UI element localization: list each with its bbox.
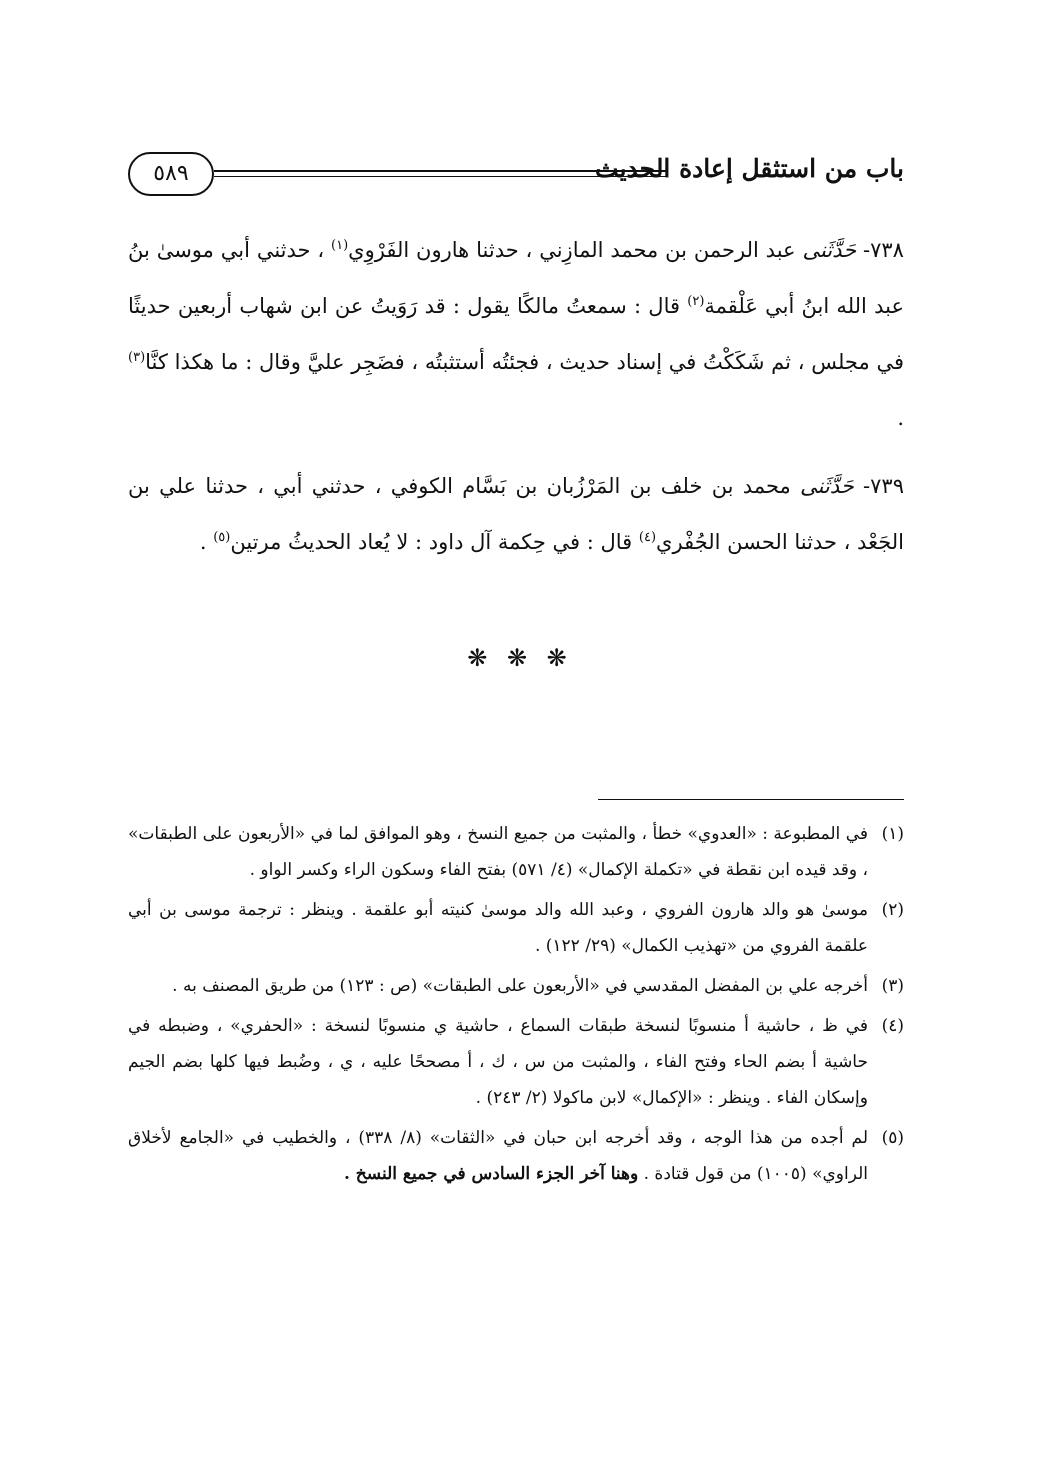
footnote-ref[interactable]: (١) xyxy=(331,238,349,253)
sentence-end: . xyxy=(199,530,207,554)
footnote-text: في المطبوعة : «العدوي» خطأ ، والمثبت من جميع النسخ ، وهو الموافق لما في «الأربعون على الطبقات» ، وقد قيده ابن نقطة في «تكملة الإكمال» (٤/ ٥٧١) بفتح الفاء وسكون الراء وكسر الواو . xyxy=(128,824,868,880)
footnote-text: في ظ ، حاشية أ منسوبًا لنسخة طبقات السماع ، حاشية ي منسوبًا لنسخة : «الحفري» ، وضبطه في حاشية أ بضم الحاء وفتح الفاء ، والمثبت من س ، ك ، أ مصححًا عليه ، ي ، وضُبط فيها كلها بضم الجيم وإسكان الفاء . وينظر : «الإكمال» لابن ماكولا (٢/ ٢٤٣) . xyxy=(128,1016,868,1108)
hadith-text: ، حدثني أبي موسىٰ بنُ عبد الله ابنُ أبي عَلْقمة xyxy=(128,238,904,318)
footnote-text: أخرجه علي بن المفضل المقدسي في «الأربعون على الطبقات» (ص : ١٢٣) من طريق المصنف به . xyxy=(172,976,868,996)
footnote-1 xyxy=(128,816,904,888)
hadith-738 xyxy=(128,222,904,446)
footnote-4 xyxy=(128,1008,904,1116)
footnote-rule xyxy=(598,799,904,800)
footnote-ref[interactable]: (٤) xyxy=(638,530,657,545)
section-separator: ❋ ❋ ❋ xyxy=(467,644,573,672)
footnote-number: (٣) xyxy=(881,976,904,996)
footnotes xyxy=(128,816,904,1196)
footnote-ref[interactable]: (٣) xyxy=(128,350,146,365)
footnote-text: موسىٰ هو والد هارون الفروي ، وعبد الله والد موسىٰ كنيته أبو علقمة . وينظر : ترجمة موسى بن أبي علقمة الفروي من «تهذيب الكمال» (٢٩/ ١٢٢) . xyxy=(128,900,868,956)
page-number: ٥٨٩ xyxy=(128,152,214,196)
hadith-text: عبد الرحمن بن محمد المازِني ، حدثنا هارون الفَرْوِي xyxy=(348,238,796,262)
footnote-number: (٥) xyxy=(881,1128,904,1148)
footnote-2 xyxy=(128,892,904,964)
footnote-5 xyxy=(128,1120,904,1192)
footnote-number: (١) xyxy=(881,824,904,844)
chapter-title: باب من استثقل إعادة الحديث xyxy=(595,154,904,183)
footnote-ref[interactable]: (٢) xyxy=(687,294,705,309)
main-text xyxy=(128,222,904,582)
footnote-3 xyxy=(128,968,904,1004)
footnote-text: لم أجده من هذا الوجه ، وقد أخرجه ابن حبان في «الثقات» (٨/ ٣٣٨) ، والخطيب في «الجامع لأخلاق الراوي» (١٠٠٥) من قول قتادة . xyxy=(128,1128,868,1184)
hadith-739 xyxy=(128,458,904,570)
page-header xyxy=(128,148,904,206)
haddathana-word: حَدَّثَنى xyxy=(802,238,857,262)
footnote-bold-note: وهنا آخر الجزء السادس في جميع النسخ . xyxy=(343,1164,639,1184)
hadith-number: ٧٣٩- xyxy=(863,474,904,498)
footnote-number: (٢) xyxy=(881,900,904,920)
sentence-end: . xyxy=(897,406,904,430)
footnote-number: (٤) xyxy=(881,1016,904,1036)
footnote-ref[interactable]: (٥) xyxy=(213,530,231,545)
hadith-text: قال : في حِكمة آل داود : لا يُعاد الحديثُ مرتين xyxy=(230,530,633,554)
haddathana-word: حَدَّثَنى xyxy=(800,474,854,498)
hadith-text: قال : سمعتُ مالكًا يقول : قد رَوَيتُ عن ابن شهاب أربعين حديثًا في مجلس ، ثم شَكَكْتُ في إسناد حديث ، فجئتُه أستثبتُه ، فضَجِر عليَّ وقال : ما هكذا كنَّا xyxy=(128,294,904,374)
hadith-number: ٧٣٨- xyxy=(863,238,904,262)
hadith-text: محمد بن خلف بن المَرْزُبان بن بَسَّام الكوفي ، حدثني أبي ، حدثنا علي بن الجَعْد ، حدثنا الحسن الجُفْري xyxy=(128,474,904,554)
